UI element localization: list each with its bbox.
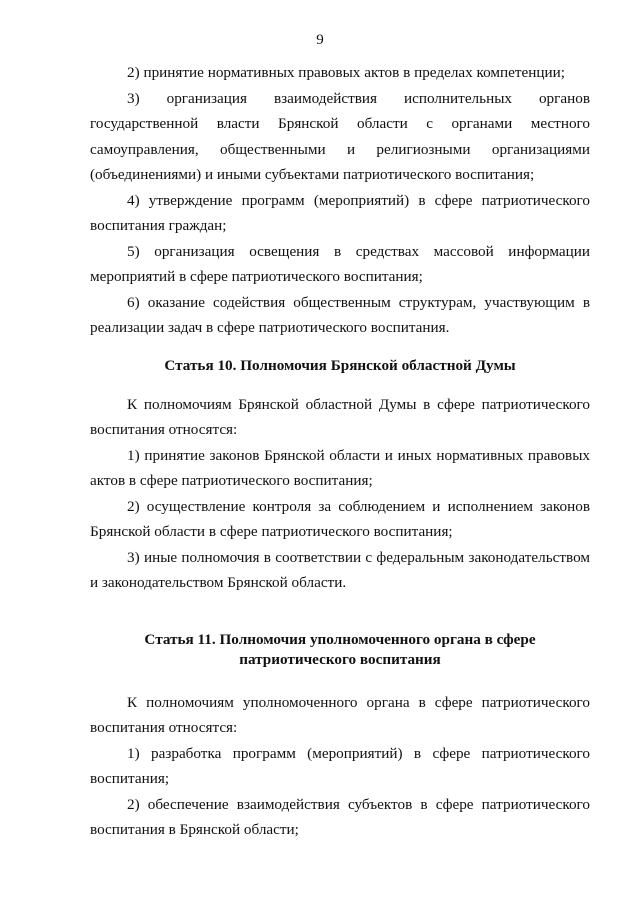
list-item: 3) организация взаимодействия исполнительных органов государственной власти Брянской области с органами местного самоуправления, общественными и религиозными организациями (объединениями) и иными субъектами патриотического воспитания;	[90, 89, 590, 183]
article-11-heading-line2: патриотического воспитания	[239, 650, 441, 668]
article-11-intro: К полномочиям уполномоченного органа в сфере патриотического воспитания относятся:	[90, 693, 590, 736]
list-item: 4) утверждение программ (мероприятий) в сфере патриотического воспитания граждан;	[90, 191, 590, 234]
article-10-heading: Статья 10. Полномочия Брянской областной Думы	[164, 356, 516, 374]
list-item: 2) принятие нормативных правовых актов в пределах компетенции;	[127, 64, 566, 81]
list-item: 6) оказание содействия общественным структурам, участвующим в реализации задач в сфере патриотического воспитания.	[90, 293, 590, 336]
list-item: 1) принятие законов Брянской области и иных нормативных правовых актов в сфере патриотического воспитания;	[90, 446, 590, 489]
page-number: 9	[316, 32, 324, 48]
spacer	[90, 376, 590, 392]
list-item: 3) иные полномочия в соответствии с федеральным законодательством и законодательством Брянской области.	[90, 548, 590, 591]
document-body	[90, 60, 590, 843]
list-item: 2) осуществление контроля за соблюдением и исполнением законов Брянской области в сфере патриотического воспитания;	[90, 497, 590, 540]
article-11-heading-line1: Статья 11. Полномочия уполномоченного органа в сфере	[144, 630, 536, 648]
spacer	[90, 596, 590, 630]
spacer	[90, 341, 590, 356]
list-item: 1) разработка программ (мероприятий) в сфере патриотического воспитания;	[90, 744, 590, 787]
spacer	[90, 670, 590, 690]
list-item: 5) организация освещения в средствах массовой информации мероприятий в сфере патриотического воспитания;	[90, 242, 590, 285]
list-item: 2) обеспечение взаимодействия субъектов в сфере патриотического воспитания в Брянской области;	[90, 795, 590, 838]
article-11-heading	[90, 630, 590, 670]
article-10-intro: К полномочиям Брянской областной Думы в сфере патриотического воспитания относятся:	[90, 395, 590, 438]
